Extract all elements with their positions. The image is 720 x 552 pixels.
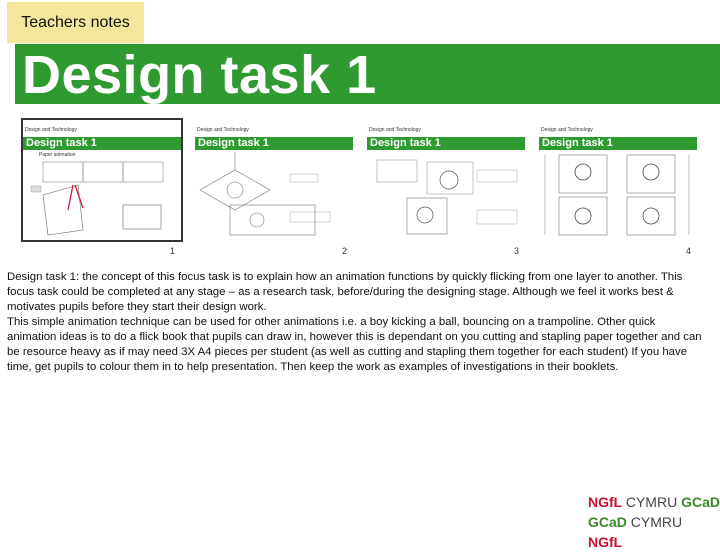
slide-1-illustration xyxy=(23,150,181,240)
logo-gcad: GCaD xyxy=(681,494,720,510)
page-title: Design task 1 xyxy=(22,45,377,105)
slide-thumbnail-1[interactable] xyxy=(23,120,181,240)
logo-cymru: CYMRU xyxy=(625,494,678,510)
slide-title: Design task 1 xyxy=(367,137,525,150)
slide-4-illustration xyxy=(539,150,697,240)
slide-title: Design task 1 xyxy=(23,137,181,150)
teacher-notes-text xyxy=(7,270,707,375)
slide-thumbnail-4[interactable] xyxy=(539,120,697,240)
slide-title: Design task 1 xyxy=(195,137,353,150)
ngfl-cymru-logo xyxy=(588,492,720,552)
notes-paragraph-2: This simple animation technique can be used for other animations i.e. a boy kicking a ball, bouncing on a trampoline. Other quick animation ideas is to do a flick book that pupils can draw in, however this is dependant on you cutting and stapling paper together and can be resource heavy as if may need 3X A4 pieces per student (as well as cutting and stapling them together for each student) If you have time, get pupils to colour them in to help presentation. Then keep the work as examples of investigations in their booklets. xyxy=(7,316,702,373)
slide-title: Design task 1 xyxy=(539,137,697,150)
slide-thumbnail-2[interactable] xyxy=(195,120,353,240)
notes-paragraph-1: Design task 1: the concept of this focus task is to explain how an animation functions by quickly flicking from one layer to another. This focus task could be completed at any stage – as a research task, before/during the designing stage. Although we feel it works best & motivates pupils before they start their design work. xyxy=(7,271,683,313)
slide-number-2: 2 xyxy=(342,246,348,256)
slide-thumbnails xyxy=(20,120,710,260)
logo-ngfl: NGfL xyxy=(588,494,622,510)
logo-gcad: GCaD xyxy=(588,514,627,530)
logo-ngfl: NGfL xyxy=(588,534,623,550)
slide-number-1: 1 xyxy=(170,246,176,256)
logo-cymru: CYMRU xyxy=(630,514,683,530)
teachers-notes-badge: Teachers notes xyxy=(7,2,144,43)
slide-subtitle: Paper animation xyxy=(39,152,76,158)
slide-header: Design and Technology xyxy=(541,127,593,133)
slide-number-4: 4 xyxy=(686,246,692,256)
slide-number-3: 3 xyxy=(514,246,520,256)
slide-3-illustration xyxy=(367,150,525,240)
slide-header: Design and Technology xyxy=(25,127,77,133)
slide-2-illustration xyxy=(195,150,353,240)
slide-header: Design and Technology xyxy=(197,127,249,133)
slide-thumbnail-3[interactable] xyxy=(367,120,525,240)
slide-header: Design and Technology xyxy=(369,127,421,133)
